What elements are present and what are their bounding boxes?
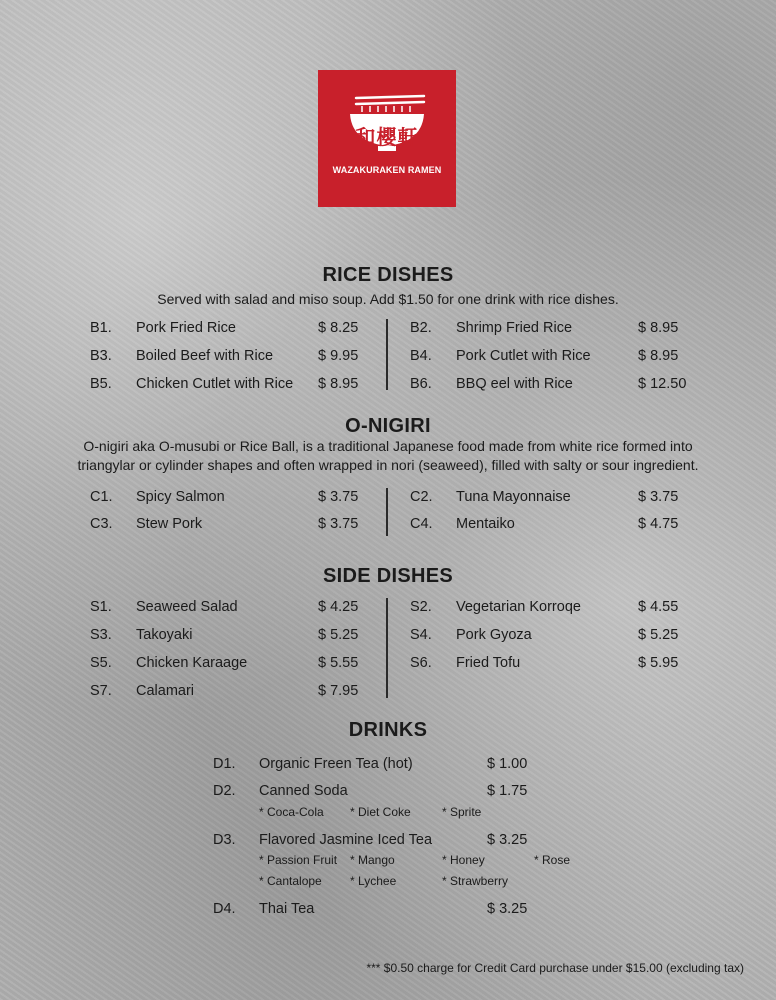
item-code: S5. (90, 655, 112, 671)
item-price: $ 4.75 (638, 516, 679, 532)
option-label: * Coca-Cola (259, 805, 324, 819)
option-label: * Mango (350, 853, 395, 867)
item-price: $ 3.25 (487, 901, 528, 917)
item-price: $ 5.25 (318, 627, 359, 643)
item-price: $ 1.75 (487, 783, 528, 799)
item-name: Organic Freen Tea (hot) (259, 756, 413, 772)
item-price: $ 4.25 (318, 599, 359, 615)
item-code: S4. (410, 627, 432, 643)
item-code: S7. (90, 683, 112, 699)
onigiri-title: O-NIGIRI (345, 415, 431, 437)
item-code: S6. (410, 655, 432, 671)
item-name: Pork Fried Rice (136, 320, 236, 336)
item-name: Thai Tea (259, 901, 315, 917)
item-name: Spicy Salmon (136, 489, 225, 505)
rice-dishes-description: Served with salad and miso soup. Add $1.50 for one drink with rice dishes. (157, 291, 619, 307)
brand-logo (318, 70, 456, 207)
item-name: Takoyaki (136, 627, 193, 643)
item-price: $ 8.95 (638, 320, 679, 336)
item-price: $ 9.95 (318, 348, 359, 364)
item-price: $ 3.75 (638, 489, 679, 505)
onigiri-description-line1: O-nigiri aka O-musubi or Rice Ball, is a traditional Japanese food made from white rice formed into (83, 438, 693, 454)
option-label: * Diet Coke (350, 805, 411, 819)
item-name: Chicken Karaage (136, 655, 248, 671)
item-price: $ 12.50 (638, 376, 687, 392)
item-price: $ 5.95 (638, 655, 679, 671)
item-price: $ 7.95 (318, 683, 359, 699)
item-code: D3. (213, 832, 236, 848)
item-code: D1. (213, 756, 236, 772)
item-name: Calamari (136, 683, 195, 699)
item-price: $ 1.00 (487, 756, 528, 772)
item-name: Shrimp Fried Rice (456, 320, 573, 336)
item-name: BBQ eel with Rice (456, 376, 573, 392)
item-name: Fried Tofu (456, 655, 521, 671)
item-name: Stew Pork (136, 516, 203, 532)
item-price: $ 5.55 (318, 655, 359, 671)
credit-card-footnote: *** $0.50 charge for Credit Card purchase under $15.00 (excluding tax) (366, 961, 744, 975)
item-price: $ 8.95 (318, 376, 359, 392)
item-code: B6. (410, 376, 432, 392)
item-price: $ 8.95 (638, 348, 679, 364)
item-name: Vegetarian Korroqe (456, 599, 581, 615)
item-code: B1. (90, 320, 112, 336)
item-name: Flavored Jasmine Iced Tea (259, 832, 433, 848)
item-name: Mentaiko (456, 516, 515, 532)
option-label: * Passion Fruit (259, 853, 338, 867)
item-price: $ 5.25 (638, 627, 679, 643)
item-price: $ 3.75 (318, 516, 359, 532)
item-price: $ 4.55 (638, 599, 679, 615)
item-code: S1. (90, 599, 112, 615)
option-label: * Sprite (442, 805, 482, 819)
item-price: $ 8.25 (318, 320, 359, 336)
option-label: * Rose (534, 853, 571, 867)
item-code: S2. (410, 599, 432, 615)
item-price: $ 3.25 (487, 832, 528, 848)
option-label: * Lychee (350, 874, 397, 888)
item-code: C1. (90, 489, 113, 505)
item-name: Tuna Mayonnaise (456, 489, 571, 505)
item-name: Canned Soda (259, 783, 348, 799)
item-code: B3. (90, 348, 112, 364)
item-name: Chicken Cutlet with Rice (136, 376, 294, 392)
column-divider (386, 319, 388, 390)
item-name: Seaweed Salad (136, 599, 238, 615)
item-code: B4. (410, 348, 432, 364)
item-code: D2. (213, 783, 236, 799)
onigiri-description-line2: triangylar or cylinder shapes and often wrapped in nori (seaweed), filled with salty or sour ingredient. (77, 457, 699, 473)
logo-kanji: 和櫻軒 (355, 125, 419, 149)
item-name: Pork Gyoza (456, 627, 532, 643)
item-code: C4. (410, 516, 433, 532)
option-label: * Cantalope (259, 874, 322, 888)
item-name: Pork Cutlet with Rice (456, 348, 591, 364)
item-price: $ 3.75 (318, 489, 359, 505)
option-label: * Honey (442, 853, 485, 867)
item-code: B2. (410, 320, 432, 336)
item-code: C2. (410, 489, 433, 505)
column-divider (386, 598, 388, 698)
item-code: D4. (213, 901, 236, 917)
item-code: C3. (90, 516, 113, 532)
column-divider (386, 488, 388, 536)
item-code: B5. (90, 376, 112, 392)
item-code: S3. (90, 627, 112, 643)
side-dishes-title: SIDE DISHES (323, 565, 453, 587)
option-label: * Strawberry (442, 874, 509, 888)
drinks-title: DRINKS (348, 719, 428, 741)
brand-name: WAZAKURAKEN RAMEN (332, 165, 442, 175)
rice-dishes-title: RICE DISHES (322, 264, 454, 286)
item-name: Boiled Beef with Rice (136, 348, 274, 364)
